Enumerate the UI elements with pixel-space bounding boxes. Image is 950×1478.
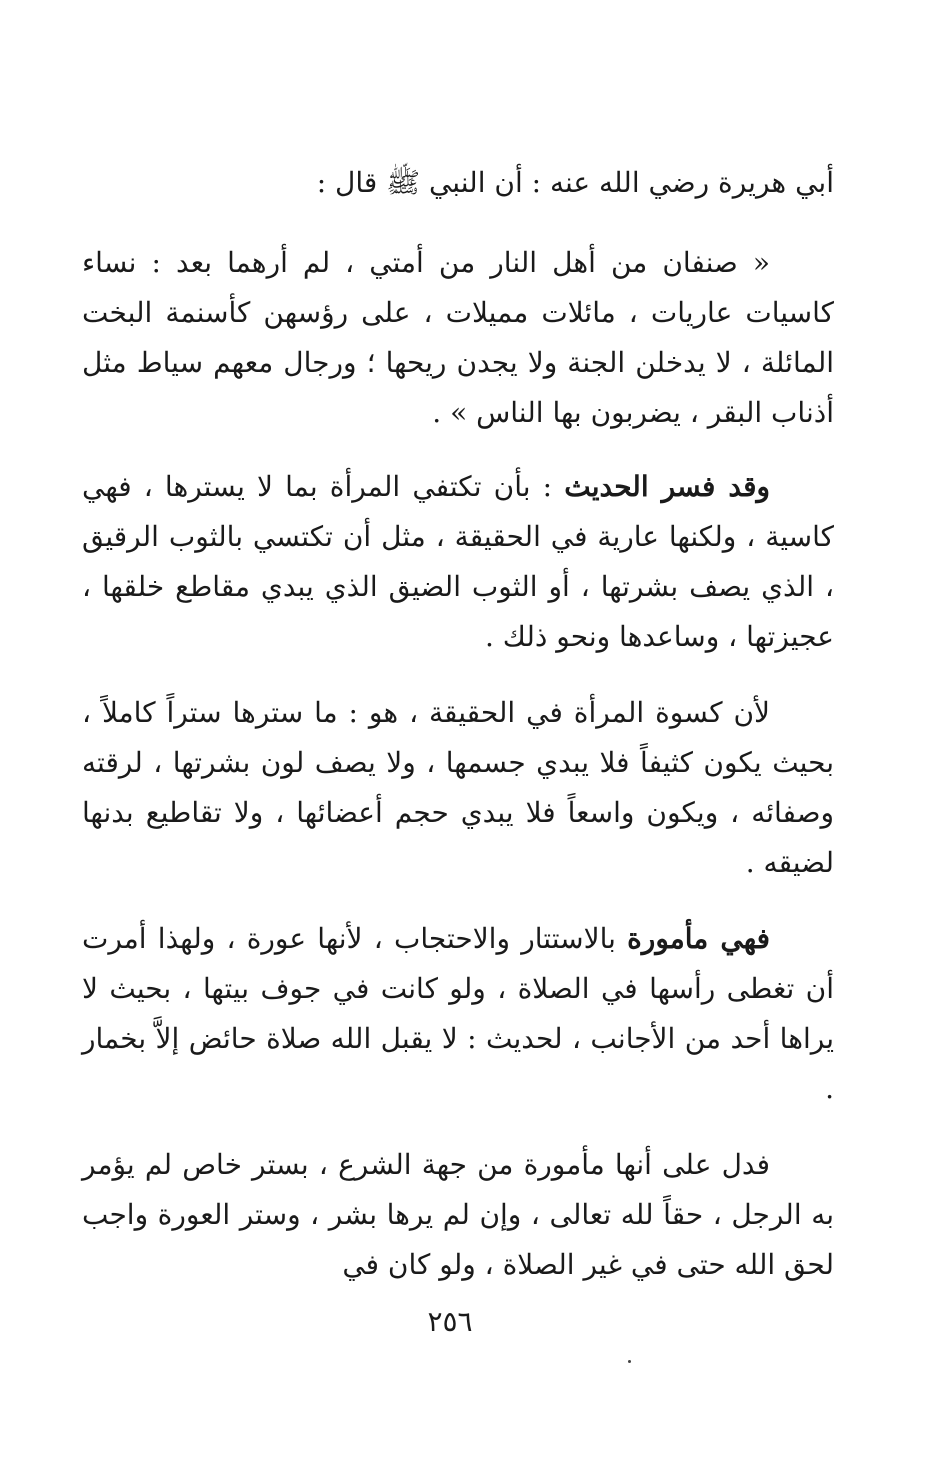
paragraph-text: فدل على أنها مأمورة من جهة الشرع ، بستر خاص لم يؤمر به الرجل ، حقاً لله تعالى ، وإن لم يرها بشر ، وستر العورة واجب لحق الله حتى في غير الصلاة ، ولو كان في	[82, 1148, 834, 1281]
paragraph-covering	[82, 688, 834, 888]
paragraph-commanded	[82, 914, 834, 1114]
paragraph-lead: وقد فسر الحديث	[564, 470, 770, 503]
paragraph-text: بالاستتار والاحتجاب ، لأنها عورة ، ولهذا أمرت أن تغطى رأسها في الصلاة ، ولو كانت في جوف بيتها ، بحيث لا يراها أحد من الأجانب ، لحديث : لا يقبل الله صلاة حائض إلاَّ بخمار .	[82, 922, 834, 1105]
paragraph-lead: فهي مأمورة	[627, 922, 771, 955]
scan-speck	[628, 1360, 631, 1363]
page-number: ٢٥٦	[427, 1305, 473, 1338]
paragraph-explanation	[82, 462, 834, 662]
paragraph-hadith	[82, 238, 834, 438]
paragraph-evidence	[82, 1140, 834, 1290]
intro-line: أبي هريرة رضي الله عنه : أن النبي ﷺ قال :	[316, 166, 834, 199]
paragraph-text: لأن كسوة المرأة في الحقيقة ، هو : ما سترها ستراً كاملاً ، بحيث يكون كثيفاً فلا يبدي جسمها ، ولا يصف لون بشرتها ، لرقته وصفائه ، ويكون واسعاً فلا يبدي حجم أعضائها ، ولا تقاطيع بدنها لضيقه .	[82, 696, 834, 879]
paragraph-text: : بأن تكتفي المرأة بما لا يسترها ، فهي كاسية ، ولكنها عارية في الحقيقة ، مثل أن تكتسي بالثوب الرقيق ، الذي يصف بشرتها ، أو الثوب الضيق الذي يبدي مقاطع خلقها ، عجيزتها ، وساعدها ونحو ذلك .	[82, 470, 834, 653]
paragraph-text: « صنفان من أهل النار من أمتي ، لم أرهما بعد : نساء كاسيات عاريات ، مائلات مميلات ، على رؤسهن كأسنمة البخت المائلة ، لا يدخلن الجنة ولا يجدن ريحها ؛ ورجال معهم سياط مثل أذناب البقر ، يضربون بها الناس » .	[82, 246, 834, 429]
